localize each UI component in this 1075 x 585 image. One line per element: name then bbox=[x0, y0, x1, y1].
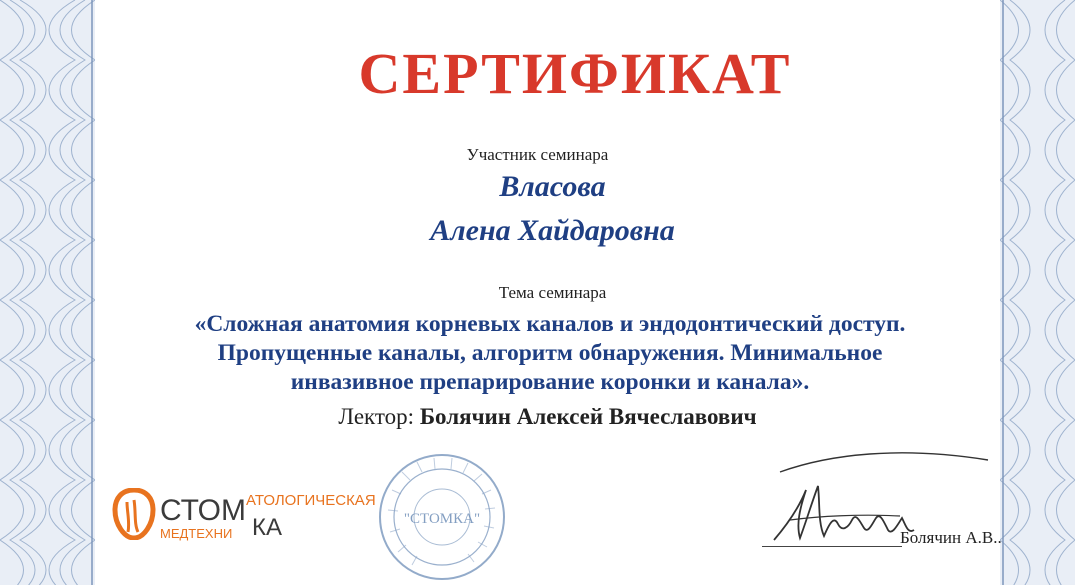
lecturer-line bbox=[0, 404, 1075, 430]
stomka-logo bbox=[112, 486, 382, 550]
logo-text-medtekhni: МЕДТЕХНИ bbox=[160, 526, 233, 541]
topic-line: «Сложная анатомия корневых каналов и эндодонтический доступ. bbox=[194, 311, 906, 337]
round-stamp bbox=[372, 452, 512, 582]
logo-text-ka: КА bbox=[252, 514, 282, 541]
signature-printed-name: Болячин А.В.. bbox=[900, 528, 1002, 547]
seminar-topic bbox=[100, 310, 1000, 397]
lecturer-label: Лектор: bbox=[338, 404, 415, 429]
signature-line bbox=[762, 546, 902, 547]
participant-given-names: Алена Хайдаровна bbox=[430, 214, 675, 247]
topic-label: Тема семинара bbox=[498, 283, 607, 302]
stamp-center-text: "СТОМКА" bbox=[403, 511, 481, 527]
topic-line: инвазивное препарирование коронки и канала». bbox=[290, 369, 810, 395]
participant-label: Участник семинара bbox=[466, 145, 609, 164]
logo-text-atologicheskaya: АТОЛОГИЧЕСКАЯ bbox=[246, 492, 376, 509]
certificate-title: СЕРТИФИКАТ bbox=[358, 41, 792, 106]
lecturer-name: Болячин Алексей Вячеславович bbox=[419, 404, 757, 429]
topic-line: Пропущенные каналы, алгоритм обнаружения. Минимальное bbox=[217, 340, 883, 366]
participant-surname: Власова bbox=[499, 170, 606, 203]
tooth-icon bbox=[112, 488, 156, 540]
logo-text-stom: СТОМ bbox=[160, 494, 246, 527]
